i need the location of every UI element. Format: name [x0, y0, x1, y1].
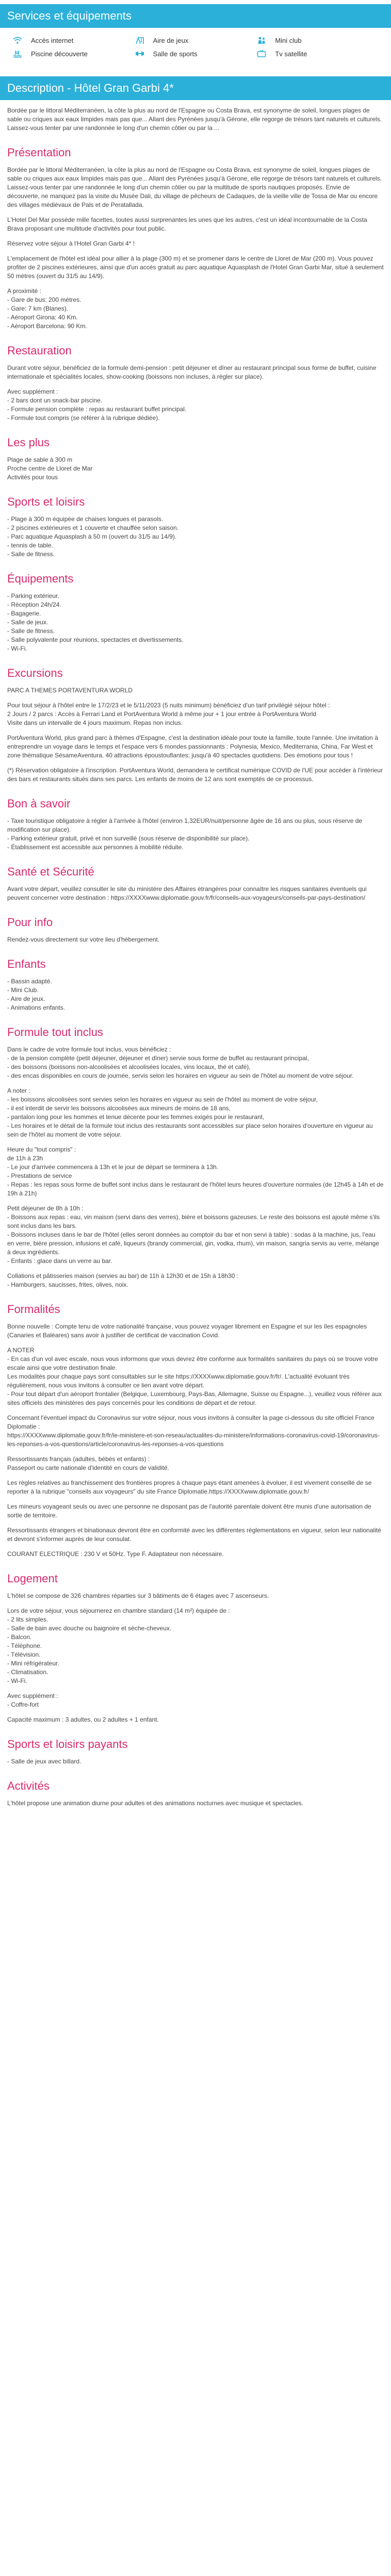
service-item-tv [256, 50, 379, 58]
description-banner [0, 76, 391, 100]
section-heading: Équipements [7, 572, 74, 585]
service-label: Aire de jeux [153, 36, 189, 44]
section-paragraph: Lors de votre séjour, vous séjournerez en chambre standard (14 m²) équipée de : - 2 lits simples. - Salle de bain avec douche ou baignoire et sèche-cheveux. - Balcon. - Téléphone. - Télévision. - Mini réfrigérateur. - Climatisation. - Wi-Fi. [7, 1607, 230, 1684]
section-paragraph: Concernant l'éventuel impact du Coronavirus sur votre séjour, nous vous invitons à consulter la page ci-dessous du site officiel France Diplomatie : https://XXXXwww.diplomatie.gouv.fr/fr/le-ministere-et-son-reseau/actualites-du-ministere/informations-coronavirus-covid-19/coronavirus-les-reponses-a-vos-questions/article/coronavirus-les-reponses-a-vos-questions [7, 1414, 380, 1448]
services-grid [0, 28, 391, 64]
service-label: Accès internet [31, 36, 74, 44]
section-paragraph: PortAventura World, plus grand parc à thèmes d'Espagne, c'est la destination idéale pour toute la famille, toute l'année. Une invitation à entreprendre un voyage dans le temps et l'espace vers 6 mondes passionnants : Polynesia, Mexico, Mediterrania, China, Far West et zone thématique SésameAventura. 40 attractions époustouflantes; jusqu'à 40 spectacles quotidiens. Des émotions pour tous ! [7, 734, 378, 759]
section-paragraph: Ressortissants étrangers et binationaux devront être en conformité avec les différentes réglementations en vigueur, selon leur nationalité et devront s'informer auprès de leur consulat. [7, 1527, 381, 1543]
section-paragraph: Bordée par le littoral Méditerranéen, la côte la plus au nord de l'Espagne ou Costa Brava, est synonyme de soleil, longues plages de sable ou criques aux eaux limpides mais pas que... Allant des Pyrénées jusqu'à Gérone, elle regorge de trésors tant naturels et culturels. Laissez-vous tenter par une randonnée le long d'un chemin côtier ou par la multitude de sports nautiques proposés. Envie de découverte, ne manquez pas la visite du Musée Dali, du village de pêcheurs de Cadaques, de la vieille ville de Tossa de Mar ou encore des villages médiévaux de Pals et de Peratallada. [7, 166, 382, 208]
section-heading: Enfants [7, 958, 46, 970]
section-heading: Les plus [7, 436, 50, 449]
service-item-internet [12, 36, 135, 44]
section-paragraph: Rendez-vous directement sur votre lieu d'hébergement. [7, 936, 160, 943]
section-paragraph: L'hôtel se compose de 326 chambres réparties sur 3 bâtiments de 6 étages avec 7 ascenseurs. [7, 1592, 269, 1599]
services-title: Services et équipements [7, 9, 132, 22]
service-label: Salle de sports [153, 50, 198, 58]
section-paragraph: Avant votre départ, veuillez consulter le site du ministère des Affaires étrangères pour connaître les risques sanitaires éventuels qui peuvent concerner votre destination : https://XXXXwww.diplomatie.gouv.fr/fr/conseils-aux-voyageurs/conseils-par-pays-destination/ [7, 885, 367, 901]
page [0, 4, 391, 1808]
playground-icon [135, 36, 145, 44]
service-item-pool [12, 50, 135, 58]
section-paragraph: Ressortissants français (adultes, bébés et enfants) : Passeport ou carte nationale d'identité en cours de validité. [7, 1455, 169, 1471]
wifi-icon [12, 36, 23, 44]
description-intro: Bordée par le littoral Méditerranéen, la côte la plus au nord de l'Espagne ou Costa Brava, est synonyme de soleil, longues plages de sable ou criques aux eaux limpides mais pas que... Allant des Pyrénées jusqu'à Gérone, elle regorge de trésors tant naturels et culturels. Laissez-vous tenter par une randonnée le long d'un chemin côtier ou par la ... [7, 107, 382, 132]
section-heading: Formule tout inclus [7, 1026, 103, 1039]
section-paragraph: - Salle de jeux avec billard. [7, 1758, 82, 1765]
description-section [7, 495, 384, 559]
kids-icon [256, 36, 267, 44]
description-content [0, 100, 391, 1808]
service-item-miniclub [256, 36, 379, 44]
section-paragraph: Bonne nouvelle : Compte tenu de votre nationalité française, vous pouvez voyager librement en Espagne et sur les îles espagnoles (Canaries et Baléares) sans avoir à justifier de certificat de vaccination Covid. [7, 1323, 367, 1339]
section-paragraph: Petit déjeuner de 8h à 10h : - Boissons aux repas : eau, vin maison (servi dans des verres), bière et boissons gazeuses. Le reste des boissons est ajouté même s'ils sont inclus dans les bars. - Boissons incluses dans le bar de l'hôtel (elles seront données au comptoir du bar et non servi à table) : sodas à la machine, jus, l'eau en verre, bière pression, infusions et café, liqueurs (brandy commercial, gin, vodka, rhum), vin maison, sangria servis au verre, mélange à deux ingrédients. - Enfants : glace dans un verre au bar. [7, 1205, 380, 1265]
pool-icon [12, 50, 23, 58]
service-item-playground [135, 36, 257, 44]
section-paragraph: Dans le cadre de votre formule tout inclus, vous bénéficiez : - de la pension complète (petit déjeuner, déjeuner et dîner) servie sous forme de buffet au restaurant principal, - des boissons (boissons non-alcoolisées et alcoolisées locales, vins locaux, thé et café), - des encas disponibles en cours de journée, servis selon les horaires en vigueur au sein de l'hôtel au moment de votre séjour. [7, 1046, 354, 1079]
description-title: Description - Hôtel Gran Garbi 4* [7, 82, 174, 94]
section-paragraph: L'Hotel Del Mar possède mille facettes, toutes aussi surprenantes les unes que les autres, c'est un idéal incontournable de la Costa Brava proposant une multitude d'activités pour tout public. [7, 216, 367, 232]
section-heading: Santé et Sécurité [7, 865, 94, 878]
section-paragraph: Avec supplément : - Coffre-fort [7, 1692, 58, 1708]
section-heading: Bon à savoir [7, 797, 71, 810]
section-paragraph: Les règles relatives au franchissement des frontières propres à chaque pays étant amenées à évoluer, il est vivement conseillé de se reporter à la rubrique "conseils aux voyageurs" du site France Diplomatie.https://XXXXwww.diplomatie.gouv.fr/ [7, 1479, 372, 1495]
section-paragraph: A proximité : - Gare de bus: 200 mètres. - Gare: 7 km (Blanes). - Aéroport Girona: 40 Km. - Aéroport Barcelona: 90 Km. [7, 287, 87, 330]
section-paragraph: Avec supplément : - 2 bars dont un snack-bar piscine. - Formule pension complète : repas au restaurant buffet principal. - Formule tout compris (se référer à la rubrique dédiée). [7, 388, 187, 422]
service-label: Piscine découverte [31, 50, 88, 58]
service-item-gym [135, 50, 257, 58]
section-paragraph: - Taxe touristique obligatoire à régler à l'arrivée à l'hôtel (environ 1,32EUR/nuit/personne âgée de 16 ans ou plus, sous réserve de modification sur place). - Parking extérieur gratuit, privé et non surveillé (sous réserve de disponibilité sur place). - Établissement est accessible aux personnes à mobilité réduite. [7, 817, 363, 851]
description-section [7, 1572, 384, 1724]
section-paragraph: Les mineurs voyageant seuls ou avec une personne ne disposant pas de l'autorité parentale doivent être munis d'une autorisation de sortie de territoire. [7, 1503, 371, 1519]
section-paragraph: Plage de sable à 300 m Proche centre de Lloret de Mar Activités pour tous [7, 456, 93, 481]
section-paragraph: Heure du "tout compris" : de 11h à 23h - Le jour d'arrivée commencera à 13h et le jour de départ se terminera à 13h. - Prestations de service - Repas : les repas sous forme de buffet sont inclus dans le restaurant de l'hôtel leurs heures d'ouverture normales (de 12h45 à 14h et de 19h à 21h) [7, 1146, 384, 1197]
section-paragraph: PARC A THEMES PORTAVENTURA WORLD [7, 687, 133, 694]
section-paragraph: Réservez votre séjour à l'Hotel Gran Garbi 4* ! [7, 240, 135, 247]
section-paragraph: L'emplacement de l'hôtel est idéal pour allier à la plage (300 m) et se promener dans le centre de Lloret de Mar (200 m). Vous pouvez profiter de 2 piscines extérieures, ainsi que d'un accès gratuit au parc aquatique Aquasplash de l'Hotel Gran Garbi Mar, situé à seulement 50 mètres (ouvert du 31/5 au 14/9). [7, 255, 384, 280]
description-sections [7, 146, 384, 1808]
section-paragraph: Collations et pâtisseries maison (servies au bar) de 11h à 12h30 et de 15h à 18h30 : - Hamburgers, saucisses, frites, olives, noix. [7, 1272, 239, 1288]
section-heading: Formalités [7, 1303, 60, 1316]
description-section [7, 344, 384, 423]
description-section [7, 797, 384, 852]
section-heading: Sports et loisirs [7, 495, 85, 508]
tv-icon [256, 50, 267, 58]
section-heading: Activités [7, 1779, 50, 1792]
services-banner [0, 4, 391, 28]
description-section [7, 1026, 384, 1289]
section-paragraph: L'hôtel propose une animation diurne pour adultes et des animations nocturnes avec musique et spectacles. [7, 1800, 303, 1807]
section-paragraph: COURANT ELECTRIQUE : 230 V et 50Hz. Type F. Adaptateur non nécessaire. [7, 1550, 224, 1558]
section-paragraph: (*) Réservation obligatoire à l'inscription. PortAventura World, demandera le certificat numérique COVID de l'UE pour accéder à l'intérieur des bars et restaurants situés dans ses parcs. Les enfants de moins de 12 ans sont exemptés de ce processus. [7, 767, 383, 783]
description-section [7, 1303, 384, 1559]
description-section [7, 436, 384, 482]
service-label: Tv satellite [275, 50, 307, 58]
section-heading: Logement [7, 1572, 58, 1585]
description-section [7, 572, 384, 653]
section-heading: Pour info [7, 916, 53, 929]
section-paragraph: A NOTER - En cas d'un vol avec escale, nous vous informons que vous devrez être conforme aux formalités sanitaires du pays où se trouve votre escale ainsi que votre destination finale. Les modalités pour chaque pays sont consultables sur le site https://XXXXwww.diplomatie.gouv.fr/fr/. L'actualité évoluant très régulièrement, nous vous invitons à consulter ce lien avant votre départ. - Pour tout départ d'un aéroport frontalier (Belgique, Luxembourg, Pays-Bas, Allemagne, Suisse ou Espagne...), veuillez vous référer aux sites officiels des ministères des pays concernés pour les conditions de départ et de retour. [7, 1347, 382, 1406]
description-section [7, 1738, 384, 1766]
description-section [7, 958, 384, 1012]
section-paragraph: Capacité maximum : 3 adultes, ou 2 adultes + 1 enfant. [7, 1716, 159, 1723]
section-heading: Présentation [7, 146, 71, 159]
description-section [7, 146, 384, 331]
section-heading: Sports et loisirs payants [7, 1738, 128, 1751]
description-section [7, 667, 384, 784]
section-paragraph: A noter : - les boissons alcoolisées sont servies selon les horaires en vigueur au sein de l'hôtel au moment de votre séjour, - il est interdit de servir les boissons alcoolisées aux mineurs de moins de 18 ans, - pantalon long pour les hommes et tenue décente pour les femmes exigés pour le restaurant, - Les horaires et le détail de la formule tout inclus des restaurants sont accessibles sur place selon horaires d'ouverture en vigueur au sein de l'hôtel au moment de votre séjour. [7, 1087, 373, 1138]
section-paragraph: - Parking extérieur. - Réception 24h/24. - Bagagerie. - Salle de jeux. - Salle de fitness. - Salle polyvalente pour réunions, spectacles et divertissements. - Wi-Fi. [7, 592, 184, 652]
section-heading: Excursions [7, 667, 63, 679]
section-paragraph: Pour tout séjour à l'hôtel entre le 17/2/23 et le 5/11/2023 (5 nuits minimum) bénéficiez d'un tarif privilégié séjour hôtel : 2 Jours / 2 parcs : Accès à Ferrari Land et PortAventura World à même jour + 1 jour entrée à PortAventura World Visite dans un intervalle de 4 jours maximum. Repas non inclus. [7, 702, 330, 726]
section-paragraph: - Bassin adapté. - Mini Club. - Aire de jeux. - Animations enfants. [7, 978, 66, 1011]
description-section [7, 1779, 384, 1808]
section-heading: Restauration [7, 344, 72, 357]
description-section [7, 865, 384, 902]
service-label: Mini club [275, 36, 302, 44]
section-paragraph: Durant votre séjour, bénéficiez de la formule demi-pension : petit déjeuner et dîner au restaurant principal sous forme de buffet, cuisine internationale et spécialités locales, show-cooking (boissons non incluses, à régler sur place). [7, 364, 377, 380]
section-paragraph: - Plage à 300 m équipée de chaises longues et parasols. - 2 piscines extérieures et 1 couverte et chauffée selon saison. - Parc aquatique Aquasplash à 50 m (ouvert du 31/5 au 14/9). - tennis de table. - Salle de fitness. [7, 515, 178, 558]
dumbbell-icon [135, 50, 145, 58]
description-section [7, 916, 384, 944]
